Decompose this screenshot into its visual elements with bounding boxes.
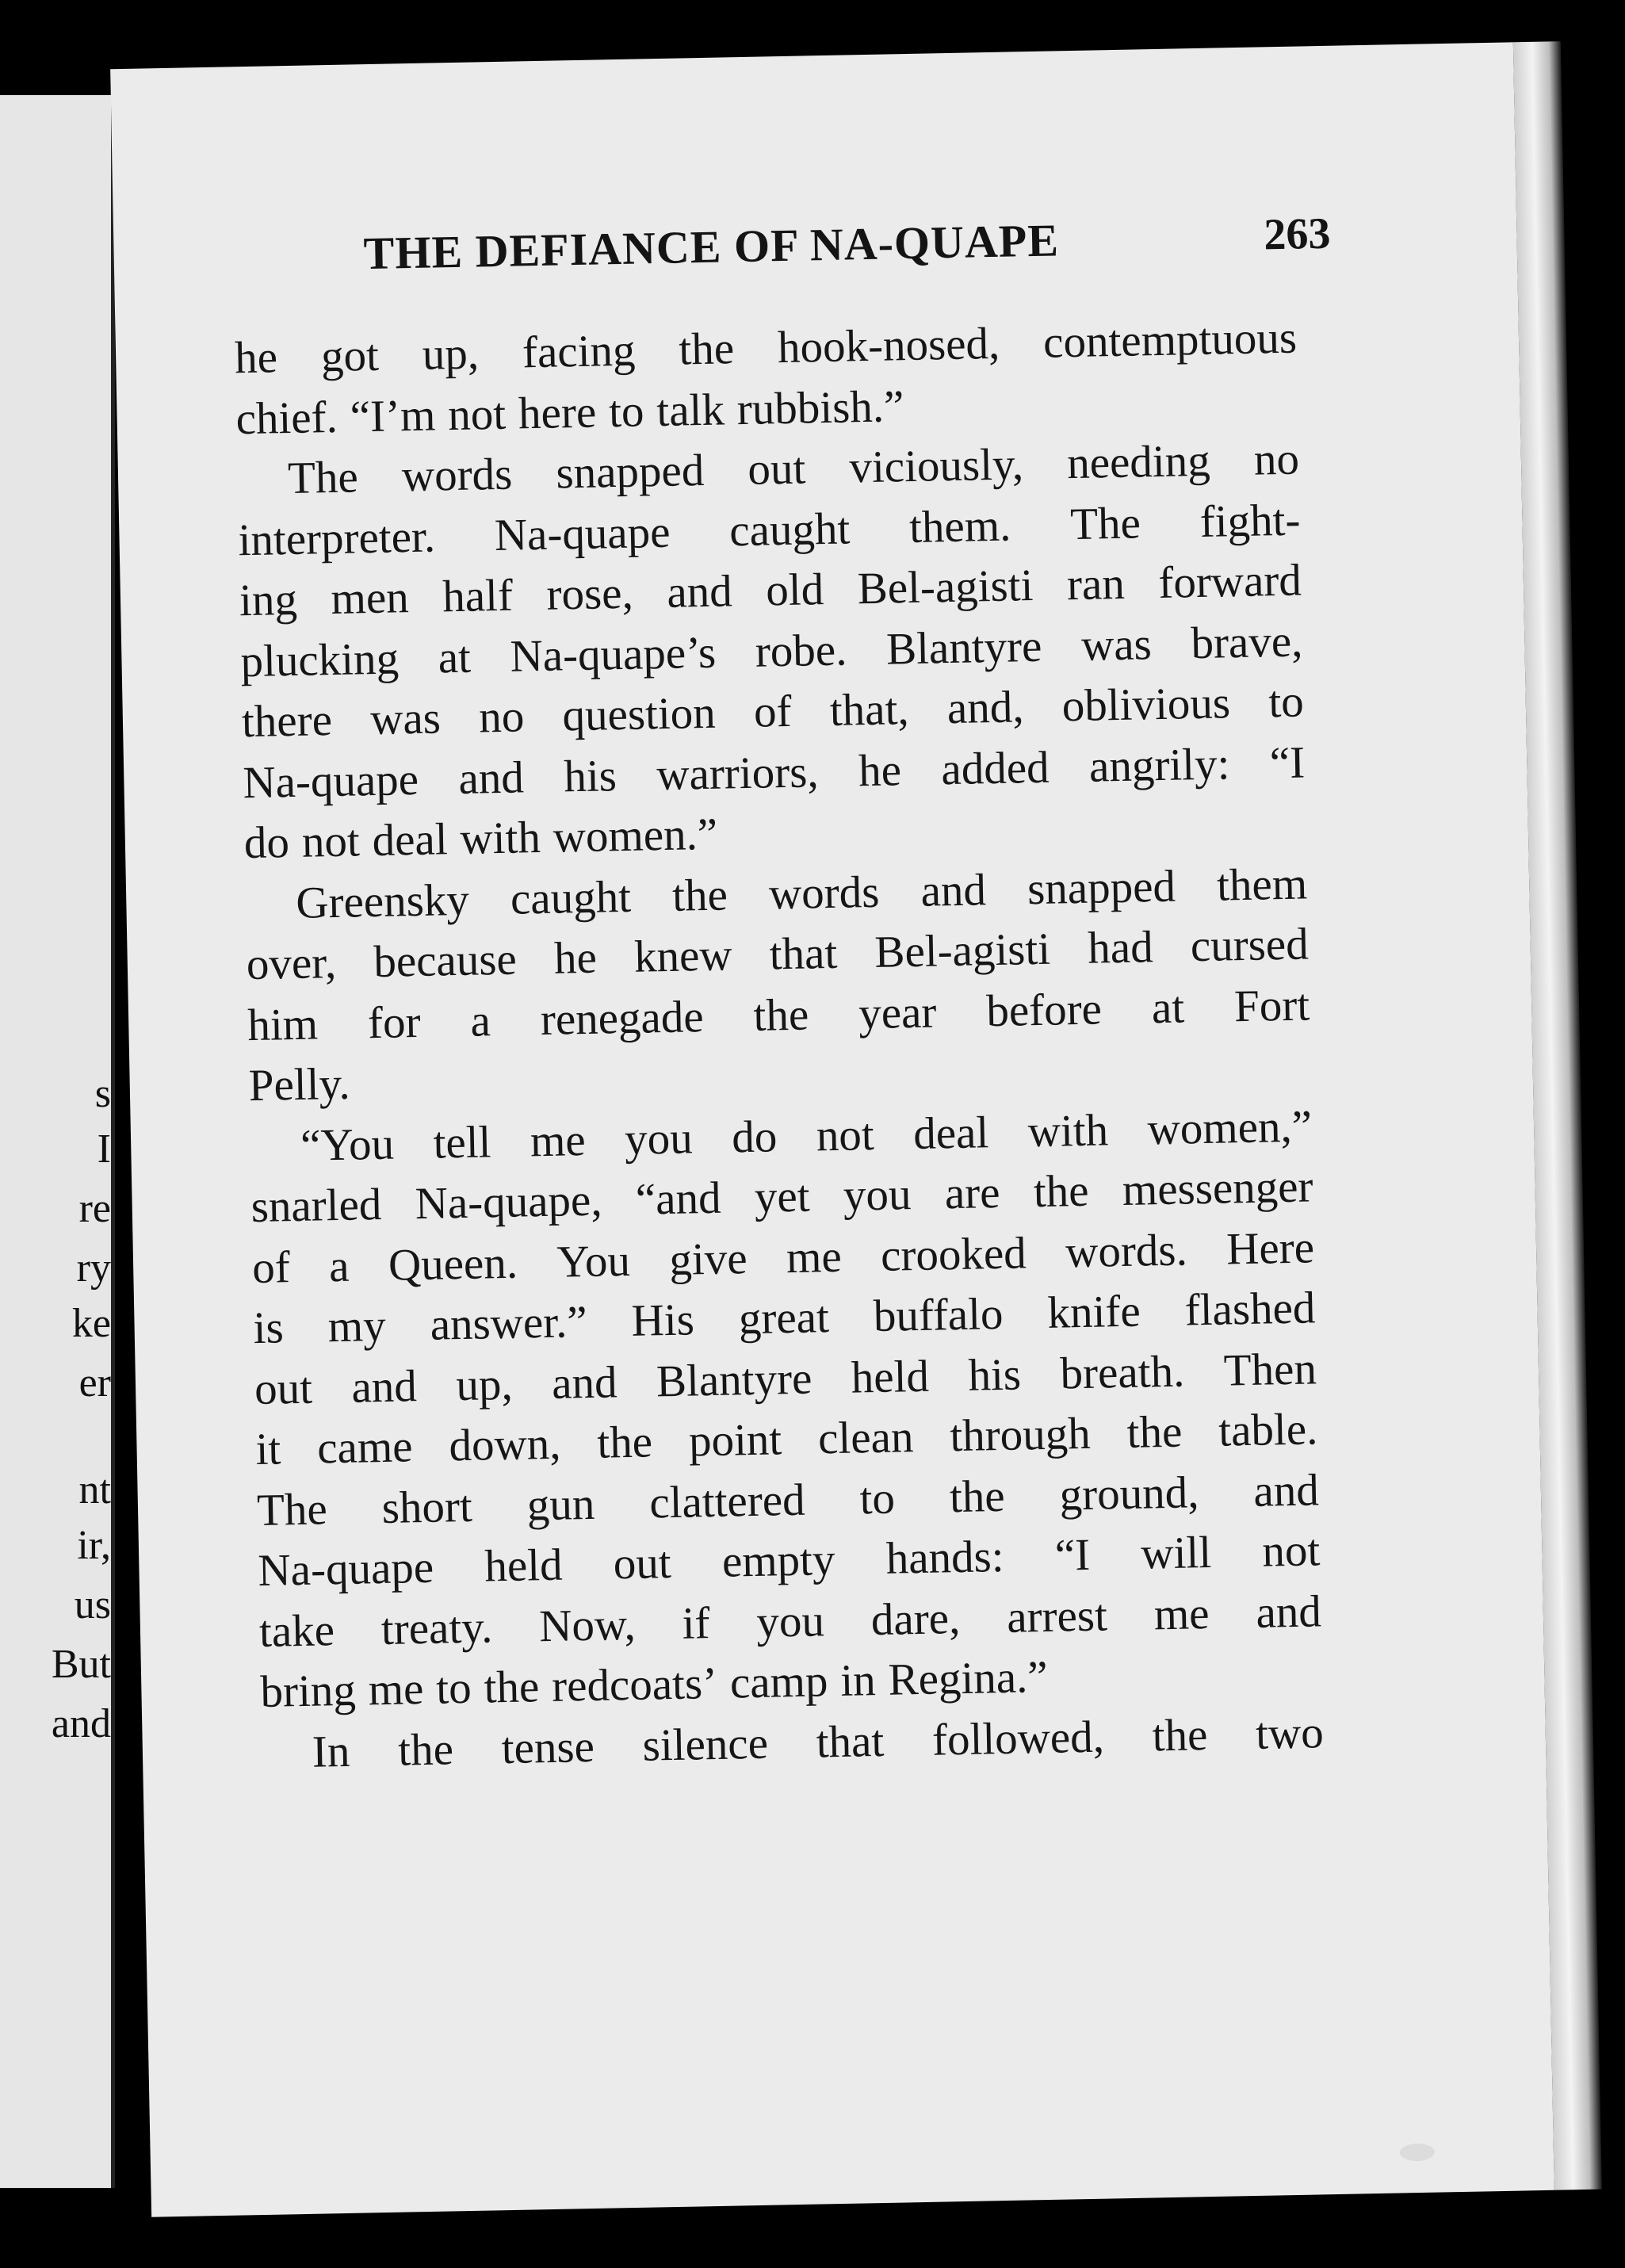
word: no <box>1253 434 1300 485</box>
facing-page-fragment: re <box>78 1186 111 1231</box>
word: a <box>328 1241 350 1291</box>
word: out <box>613 1538 672 1589</box>
word: table. <box>1218 1404 1318 1456</box>
word: you <box>755 1595 825 1647</box>
word: came <box>316 1421 414 1474</box>
word: oblivious <box>1061 678 1231 732</box>
word: and, <box>946 682 1025 734</box>
word: ing <box>239 574 298 626</box>
word: up, <box>422 328 480 380</box>
book-page <box>110 42 1554 2216</box>
word: caught <box>728 503 851 556</box>
word: Fort <box>1233 979 1310 1031</box>
word: Na-quape <box>257 1542 434 1597</box>
word: gun <box>526 1478 595 1530</box>
facing-page-fragment: ir, <box>77 1523 111 1568</box>
word: me <box>1153 1588 1210 1639</box>
word: knew <box>633 930 733 982</box>
word: brave, <box>1190 616 1303 668</box>
word: the <box>596 1417 653 1468</box>
word: to <box>858 1473 896 1524</box>
word: caught <box>510 871 632 924</box>
word: clean <box>817 1412 914 1464</box>
word: point <box>688 1414 782 1467</box>
word: hands: <box>885 1531 1005 1584</box>
word: Blantyre <box>656 1353 812 1406</box>
word: got <box>320 330 380 382</box>
facing-page-fragment: nt <box>78 1467 111 1513</box>
word: the <box>752 989 809 1041</box>
word: will <box>1140 1527 1212 1579</box>
word: facing <box>522 325 637 378</box>
word: are <box>944 1167 1001 1219</box>
word: and <box>350 1360 418 1413</box>
word: words <box>768 866 880 919</box>
word: and <box>666 566 733 618</box>
word: His <box>631 1295 695 1346</box>
word: year <box>858 986 937 1038</box>
word: ground, <box>1059 1467 1199 1520</box>
word: Greensky <box>295 874 470 928</box>
word: and <box>1252 1464 1320 1516</box>
word: to <box>435 1662 472 1714</box>
word: of <box>251 1241 291 1293</box>
word: added <box>940 742 1050 794</box>
word: renegade <box>540 991 705 1045</box>
word: empty <box>721 1535 836 1587</box>
word: had <box>1087 922 1154 973</box>
word: Here <box>1225 1222 1315 1274</box>
word: old <box>765 564 824 616</box>
word: Na-quape’s <box>509 627 717 682</box>
word: not <box>1261 1525 1321 1577</box>
word: two <box>1255 1707 1325 1759</box>
word: women.” <box>552 809 718 862</box>
word: the <box>1126 1406 1183 1458</box>
word: plucking <box>239 633 400 687</box>
word: Queen. <box>388 1237 518 1291</box>
word: that <box>816 1715 885 1768</box>
word: hook-nosed, <box>777 318 1000 373</box>
word: warriors, <box>656 746 820 800</box>
facing-page-fragment: us <box>74 1582 111 1627</box>
word: Bel-agisti <box>857 560 1034 614</box>
word: viciously, <box>848 439 1024 493</box>
word: no <box>478 691 525 743</box>
word: “You <box>300 1119 395 1171</box>
word: held <box>851 1351 930 1403</box>
word: Blantyre <box>885 621 1042 675</box>
word: chief. <box>235 392 338 444</box>
word: through <box>949 1408 1092 1462</box>
word: was <box>369 693 442 745</box>
word: half <box>442 570 514 622</box>
word: a <box>469 995 491 1046</box>
body-text <box>234 308 1324 1784</box>
word: the <box>1152 1709 1208 1761</box>
page-edge <box>1513 41 1602 2190</box>
word: me <box>368 1664 424 1715</box>
word: you <box>843 1169 912 1221</box>
word: here <box>518 387 597 438</box>
word: and <box>1255 1585 1322 1638</box>
word: interpreter. <box>237 511 436 565</box>
facing-page-fragment: and <box>51 1701 111 1746</box>
word: him <box>247 998 319 1050</box>
word: them. <box>908 500 1011 553</box>
word: tense <box>501 1721 595 1773</box>
word: robe. <box>755 625 847 677</box>
word: You <box>556 1235 631 1287</box>
word: short <box>381 1481 473 1533</box>
word: yet <box>754 1171 811 1222</box>
word: talk <box>656 384 725 436</box>
word: words. <box>1065 1224 1188 1277</box>
word: his <box>563 750 618 801</box>
word: silence <box>642 1718 769 1771</box>
word: that, <box>829 684 910 736</box>
word: held <box>484 1539 564 1592</box>
facing-page-fragment: I <box>97 1126 111 1172</box>
word: the <box>671 869 728 921</box>
word: Bel-agisti <box>874 924 1051 977</box>
word: of <box>753 686 793 737</box>
word: snapped <box>555 445 705 499</box>
word: cursed <box>1190 919 1310 972</box>
word: the <box>484 1662 540 1713</box>
word: contemptuous <box>1042 312 1298 368</box>
word: followed, <box>931 1712 1105 1765</box>
word: The <box>1069 497 1141 549</box>
word: with <box>459 813 541 864</box>
facing-page-fragment: er <box>78 1360 111 1406</box>
word: rubbish.” <box>736 381 904 434</box>
word: the <box>678 323 735 375</box>
word: at <box>1151 981 1185 1033</box>
word: not <box>816 1109 875 1161</box>
word: buffalo <box>873 1288 1004 1342</box>
word: my <box>327 1300 387 1352</box>
word: knife <box>1046 1286 1141 1338</box>
word: the <box>949 1471 1006 1522</box>
word: there <box>241 695 333 748</box>
word: messenger <box>1122 1161 1314 1215</box>
word: is <box>253 1302 285 1354</box>
word: words <box>401 449 513 502</box>
facing-page-fragment: But <box>51 1642 111 1687</box>
word: do <box>731 1111 778 1162</box>
page-header <box>363 208 1331 290</box>
ink-blot <box>1400 2144 1435 2162</box>
word: his <box>967 1348 1022 1401</box>
word: he <box>234 332 278 384</box>
word: snarled <box>250 1179 382 1233</box>
facing-page-fragment: ke <box>71 1301 111 1346</box>
word: not <box>301 816 361 867</box>
word: and <box>457 752 525 804</box>
word: up, <box>455 1359 514 1410</box>
facing-page <box>0 95 115 2188</box>
word: do <box>243 817 290 869</box>
word: Then <box>1223 1343 1317 1396</box>
word: deal <box>372 814 449 866</box>
word: if <box>682 1597 711 1649</box>
word: over, <box>246 937 337 990</box>
word: arrest <box>1006 1589 1108 1643</box>
word: ran <box>1066 558 1126 610</box>
word: answer.” <box>430 1296 588 1350</box>
word: snapped <box>1027 861 1176 914</box>
word: and <box>551 1356 618 1409</box>
word: with <box>1027 1104 1109 1157</box>
word: the <box>397 1723 454 1776</box>
word: to <box>1268 676 1305 728</box>
word: clattered <box>648 1474 806 1528</box>
word: “and <box>635 1172 722 1225</box>
word: he <box>553 932 598 984</box>
word: because <box>373 934 518 988</box>
word: he <box>858 744 902 796</box>
word: deal <box>912 1107 989 1159</box>
word: men <box>330 572 410 625</box>
word: Regina.” <box>888 1651 1049 1705</box>
word: give <box>668 1233 748 1285</box>
word: breath. <box>1059 1346 1185 1399</box>
word: me <box>530 1115 587 1166</box>
word: great <box>738 1292 830 1344</box>
word: before <box>985 983 1103 1036</box>
word: Na-quape <box>242 754 419 808</box>
word: it <box>255 1424 281 1475</box>
word: “I’m <box>350 389 436 442</box>
word: at <box>438 632 472 683</box>
word: crooked <box>880 1227 1027 1281</box>
word: The <box>256 1483 328 1536</box>
word: that <box>769 927 838 980</box>
word: for <box>367 996 422 1048</box>
word: question <box>561 687 717 741</box>
word: me <box>786 1231 843 1283</box>
word: Now, <box>538 1599 637 1651</box>
word: Na-quape <box>494 507 671 560</box>
facing-page-fragment: ry <box>76 1245 111 1291</box>
word: tell <box>432 1116 491 1168</box>
word: needing <box>1066 435 1211 489</box>
word: rose, <box>545 568 634 620</box>
word: you <box>624 1112 694 1165</box>
word: dare, <box>870 1593 961 1645</box>
word: out <box>747 443 806 495</box>
word: redcoats’ <box>551 1658 718 1712</box>
word: forward <box>1157 555 1302 608</box>
word: out <box>254 1363 313 1414</box>
facing-page-fragment: s <box>94 1071 111 1116</box>
word: was <box>1080 618 1153 671</box>
running-head: THE DEFIANCE OF NA-QUAPE <box>363 214 1060 280</box>
word: women,” <box>1147 1100 1313 1154</box>
word: The <box>287 452 359 504</box>
word: Na-quape, <box>415 1175 603 1230</box>
word: “I <box>1054 1529 1091 1581</box>
word: flashed <box>1184 1283 1316 1336</box>
page-number: 263 <box>1263 208 1332 260</box>
word: down, <box>448 1418 561 1471</box>
word: them <box>1216 858 1308 911</box>
word: In <box>312 1726 351 1777</box>
word: the <box>1033 1165 1090 1218</box>
word: take <box>258 1604 335 1657</box>
word: not <box>447 388 507 440</box>
word: camp <box>729 1656 829 1708</box>
word: to <box>608 385 645 437</box>
word: treaty. <box>380 1601 493 1654</box>
word: in <box>839 1655 877 1706</box>
word: bring <box>259 1665 357 1717</box>
word: and <box>920 864 987 916</box>
word: Pelly. <box>248 1058 351 1111</box>
word: fight- <box>1199 495 1301 547</box>
word: “I <box>1269 736 1306 788</box>
word: angrily: <box>1088 738 1230 792</box>
